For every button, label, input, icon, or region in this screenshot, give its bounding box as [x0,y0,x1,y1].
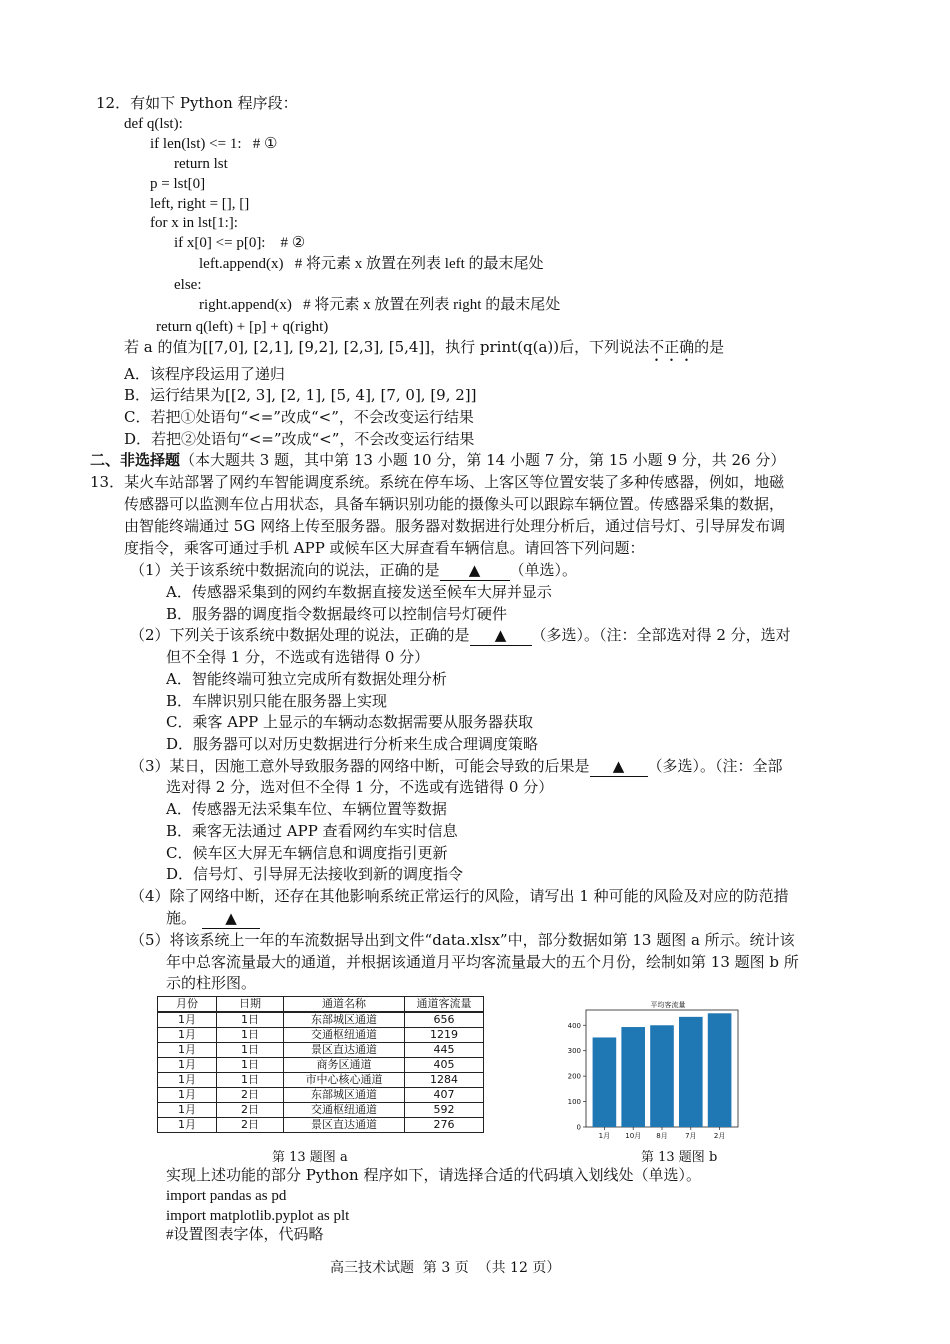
part3-stem-text: （3）某日，因施工意外导致服务器的网络中断，可能会导致的后果是 [130,757,590,775]
code-line: if len(lst) <= 1: # ① [150,136,278,152]
table-cell: 1219 [405,1028,484,1043]
table-cell: 1月 [158,1103,217,1118]
answer-blank: ▲ [470,625,532,646]
part1-stem-text: （1）关于该系统中数据流向的说法，正确的是 [130,561,440,579]
table-cell: 2日 [217,1088,284,1103]
code-line: left, right = [], [] [150,196,250,212]
part3-option-c: C．候车区大屏无车辆信息和调度指引更新 [166,844,448,862]
y-tick-label: 200 [567,1072,581,1081]
table-cell: 1月 [158,1118,217,1133]
x-tick-label: 8月 [656,1132,668,1140]
y-tick-label: 400 [567,1021,581,1030]
table-row [158,1058,484,1073]
part2-stem-cont: 但不全得 1 分，不选或有选错得 0 分） [166,648,430,666]
column-header: 月份 [158,997,217,1013]
q13-part5-line: 年中总客流量最大的通道，并根据该通道月平均客流量最大的五个月份，绘制如第 13 题图 b 所 [166,953,799,971]
q12-stem: 12．有如下 Python 程序段： [96,94,298,112]
table-row [158,1073,484,1088]
bar-chart [560,998,750,1143]
code-line: import pandas as pd [166,1188,287,1204]
q13-part5-line: （5）将该系统上一年的车流数据导出到文件“data.xlsx”中，部分数据如第 13 题图 a 所示。统计该 [130,931,795,949]
code-line: return lst [174,156,228,172]
table-cell: 1日 [217,1028,284,1043]
code-line: def q(lst): [124,116,183,132]
section-note: （本大题共 3 题，其中第 13 小题 10 分，第 14 小题 7 分，第 15 小题 9 分，共 26 分） [180,451,786,469]
table-cell: 1月 [158,1088,217,1103]
table-cell: 1月 [158,1073,217,1088]
bar [621,1027,645,1127]
table-cell: 1月 [158,1028,217,1043]
table-cell: 东部城区通道 [284,1088,405,1103]
code-line: left.append(x) # 将元素 x 放置在列表 left 的最末尾处 [199,256,544,272]
part1-stem-end: （单选）。 [509,561,578,579]
part1-option-b: B．服务器的调度指令数据最终可以控制信号灯硬件 [166,605,508,623]
figure-b-caption: 第 13 题图 b [641,1150,718,1165]
q12-question-end: 的是 [694,338,725,356]
bar [593,1037,617,1127]
bar [679,1017,703,1127]
q12-option-c: C．若把①处语句“<=”改成“<”，不会改变运行结果 [124,408,474,426]
part4-stem-end: 施。 [166,909,197,927]
q13-part1-stem [130,560,577,581]
q12-question-text: 若 a 的值为[[7,0], [2,1], [9,2], [2,3], [5,4]]，执行 print(q(a))后，下列说法 [124,338,650,356]
table-cell: 2日 [217,1118,284,1133]
q12-question [124,337,724,365]
page-footer: 高三技术试题 第 3 页 （共 12 页） [330,1260,561,1276]
bar [650,1025,674,1127]
answer-blank: ▲ [440,560,510,581]
x-tick-label: 7月 [685,1132,697,1140]
code-line: p = lst[0] [150,176,206,192]
table-cell: 656 [405,1012,484,1028]
table-cell: 1日 [217,1073,284,1088]
table-cell: 407 [405,1088,484,1103]
table-cell: 2日 [217,1103,284,1118]
x-tick-label: 2月 [713,1132,726,1140]
part2-option-b: B．车牌识别只能在服务器上实现 [166,692,388,710]
y-tick-label: 100 [567,1098,581,1107]
q13-intro-line: 度指令，乘客可通过手机 APP 或候车区大屏查看车辆信息。请回答下列问题： [124,539,645,557]
table-cell: 市中心核心通道 [284,1073,405,1088]
emphasis-not-correct: 不正确 [649,338,695,356]
y-tick-label: 300 [567,1047,581,1056]
table-row [158,1012,484,1028]
table-cell: 1月 [158,1058,217,1073]
code-line: import matplotlib.pyplot as plt [166,1208,350,1224]
table-header-row [158,997,484,1013]
q13-part5-instruction: 实现上述功能的部分 Python 程序如下，请选择合适的代码填入划线处（单选）。 [166,1166,701,1184]
part3-option-a: A．传感器无法采集车位、车辆位置等数据 [166,800,447,818]
q12-option-a: A．该程序段运用了递归 [124,365,285,383]
table-row [158,1028,484,1043]
table-cell: 商务区通道 [284,1058,405,1073]
chart-title: 平均客流量 [650,1001,686,1009]
code-line: else: [174,277,202,293]
part2-stem-end: （多选）。（注：全部选对得 2 分，选对 [531,626,791,644]
table-cell: 592 [405,1103,484,1118]
q13-intro-line: 由智能终端通过 5G 网络上传至服务器。服务器对数据进行处理分析后，通过信号灯、引导屏发布调 [124,517,786,535]
table-cell: 景区直达通道 [284,1043,405,1058]
table-cell: 1月 [158,1043,217,1058]
table-cell: 东部城区通道 [284,1012,405,1028]
figure-a-caption: 第 13 题图 a [272,1150,348,1165]
code-line: if x[0] <= p[0]: # ② [174,235,306,251]
code-line: for x in lst[1:]: [150,215,238,231]
q12-option-d: D．若把②处语句“<=”改成“<”，不会改变运行结果 [124,430,475,448]
q13-part3-stem [130,756,783,777]
column-header: 通道客流量 [405,997,484,1013]
section-heading [90,450,785,470]
table-cell: 交通枢纽通道 [284,1103,405,1118]
part3-option-d: D．信号灯、引导屏无法接收到新的调度指令 [166,865,464,883]
answer-blank: ▲ [590,756,648,777]
q13-part4-stem: （4）除了网络中断，还存在其他影响系统正常运行的风险，请写出 1 种可能的风险及对应的防范措 [130,887,789,905]
table-cell: 交通枢纽通道 [284,1028,405,1043]
part2-option-a: A．智能终端可独立完成所有数据处理分析 [166,670,447,688]
q13-intro-line: 传感器可以监测车位占用状态，具备车辆识别功能的摄像头可以跟踪车辆位置。传感器采集的数据， [124,495,785,513]
q13-part2-stem [130,625,791,646]
q13-part4-stem-cont [166,908,260,929]
table-cell: 1日 [217,1012,284,1028]
table-row [158,1043,484,1058]
q13-intro-line: 13．某火车站部署了网约车智能调度系统。系统在停车场、上客区等位置安装了多种传感器，例如，地磁 [90,473,785,491]
table-row [158,1118,484,1133]
table-row [158,1103,484,1118]
q13-part5-line: 示的柱形图。 [166,974,257,992]
table-row [158,1088,484,1103]
answer-blank: ▲ [202,908,260,929]
bar [708,1013,732,1127]
x-tick-label: 10月 [625,1132,642,1140]
code-line: return q(left) + [p] + q(right) [156,319,329,335]
table-cell: 1日 [217,1058,284,1073]
column-header: 通道名称 [284,997,405,1013]
code-line: right.append(x) # 将元素 x 放置在列表 right 的最末尾处 [199,297,561,313]
y-tick-label: 0 [576,1123,581,1132]
table-cell: 1日 [217,1043,284,1058]
table-cell: 405 [405,1058,484,1073]
q12-option-b: B．运行结果为[[2, 3], [2, 1], [5, 4], [7, 0], [9, 2]] [124,386,477,404]
part3-stem-cont: 选对得 2 分，选对但不全得 1 分，不选或有选错得 0 分） [166,778,554,796]
column-header: 日期 [217,997,284,1013]
code-line: #设置图表字体，代码略 [166,1227,324,1243]
section-title: 二、非选择题 [90,451,181,469]
part2-option-c: C．乘客 APP 上显示的车辆动态数据需要从服务器获取 [166,713,534,731]
table-cell: 276 [405,1118,484,1133]
part1-option-a: A．传感器采集到的网约车数据直接发送至候车大屏并显示 [166,583,552,601]
part2-stem-text: （2）下列关于该系统中数据处理的说法，正确的是 [130,626,470,644]
part2-option-d: D．服务器可以对历史数据进行分析来生成合理调度策略 [166,735,539,753]
part3-option-b: B．乘客无法通过 APP 查看网约车实时信息 [166,822,458,840]
x-tick-label: 1月 [598,1132,611,1140]
part3-stem-end: （多选）。（注：全部 [647,757,783,775]
data-table [157,996,484,1133]
table-cell: 1月 [158,1012,217,1028]
table-cell: 1284 [405,1073,484,1088]
table-cell: 景区直达通道 [284,1118,405,1133]
table-cell: 445 [405,1043,484,1058]
